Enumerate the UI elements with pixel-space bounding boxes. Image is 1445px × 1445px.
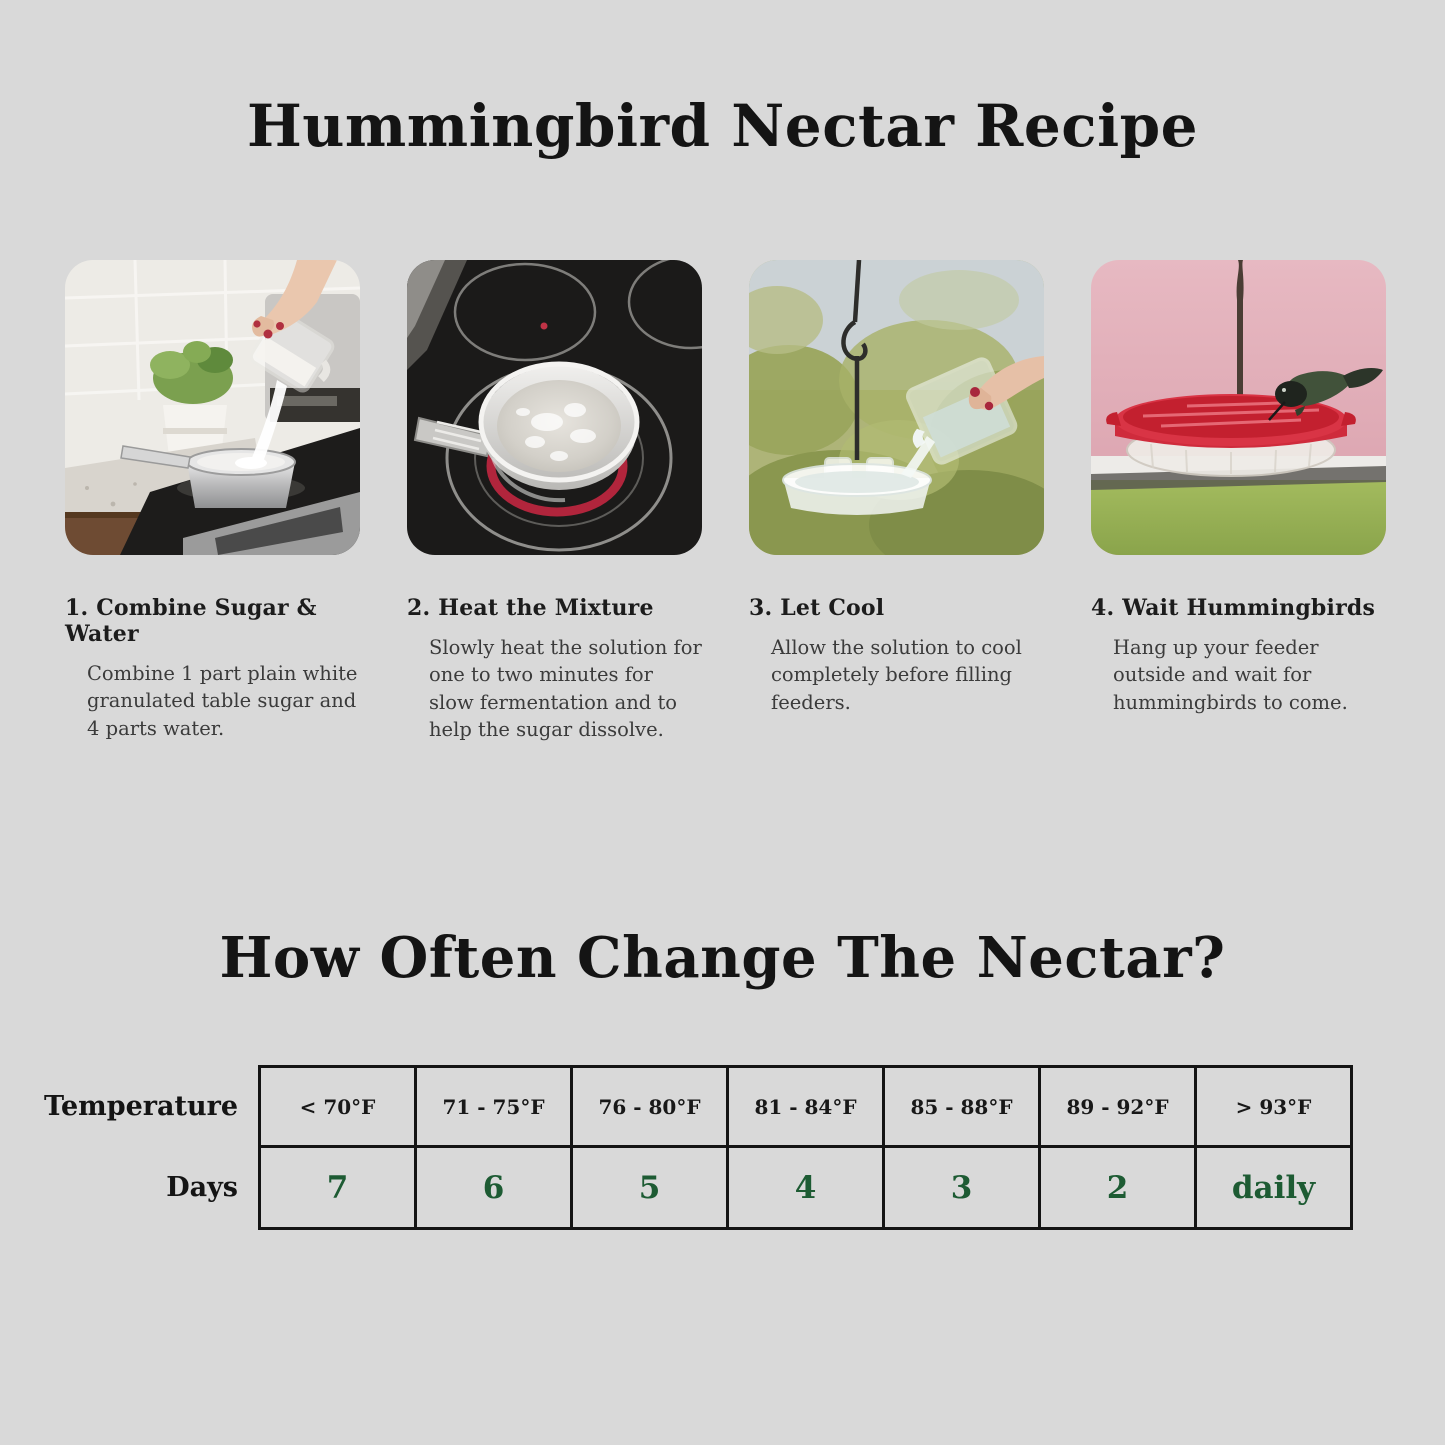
step-1-body: Combine 1 part plain white granulated table sugar and 4 parts water.	[87, 662, 358, 740]
heat-indicator-icon	[541, 323, 548, 330]
step-2-body: Slowly heat the solution for one to two minutes for slow fermentation and to help the sugar dissolve.	[429, 636, 702, 741]
temperature-cell-4: 81 - 84°F	[728, 1067, 884, 1147]
days-row	[22, 1147, 1352, 1229]
temperature-cell-1: < 70°F	[260, 1067, 416, 1147]
row-label-days: Days	[166, 1172, 238, 1204]
boiling-pot-illustration	[407, 260, 702, 555]
section-title: How Often Change The Nectar?	[219, 925, 1226, 992]
fill-feeder-illustration	[749, 260, 1044, 555]
step-3	[749, 260, 1044, 743]
step-3-heading: 3. Let Cool	[749, 595, 885, 621]
temperature-cell-2: 71 - 75°F	[416, 1067, 572, 1147]
page-title: Hummingbird Nectar Recipe	[246, 92, 1199, 160]
steps-row	[65, 260, 1385, 743]
days-cell-1: 7	[260, 1147, 416, 1229]
temperature-cell-3: 76 - 80°F	[572, 1067, 728, 1147]
boiling-pot-on-stove-photo	[407, 260, 702, 555]
hummingbird-feeder-illustration	[1091, 260, 1386, 555]
red-feeder-icon	[1106, 394, 1356, 476]
hummingbird-on-feeder-photo	[1091, 260, 1386, 555]
step-4	[1091, 260, 1386, 743]
days-cell-4: 4	[728, 1147, 884, 1229]
pour-sugar-illustration	[65, 260, 360, 555]
pour-sugar-into-saucepan-photo	[65, 260, 360, 555]
nectar-change-table	[22, 1065, 1353, 1230]
step-3-body: Allow the solution to cool completely before filling feeders.	[771, 636, 1022, 714]
step-4-heading: 4. Wait Hummingbirds	[1091, 595, 1376, 621]
step-1	[65, 260, 360, 743]
pour-water-into-feeder-photo	[749, 260, 1044, 555]
step-2	[407, 260, 702, 743]
step-1-heading: 1. Combine Sugar & Water	[65, 595, 317, 647]
temperature-cell-6: 89 - 92°F	[1040, 1067, 1196, 1147]
temperature-cell-5: 85 - 88°F	[884, 1067, 1040, 1147]
days-cell-3: 5	[572, 1147, 728, 1229]
temperature-cell-7: > 93°F	[1196, 1067, 1352, 1147]
row-label-temperature: Temperature	[43, 1091, 238, 1123]
step-4-body: Hang up your feeder outside and wait for hummingbirds to come.	[1113, 636, 1348, 714]
days-cell-2: 6	[416, 1147, 572, 1229]
step-2-heading: 2. Heat the Mixture	[407, 595, 654, 621]
days-cell-6: 2	[1040, 1147, 1196, 1229]
hanger-rod-icon	[1237, 260, 1244, 410]
days-cell-5: 3	[884, 1147, 1040, 1229]
days-cell-7: daily	[1196, 1147, 1352, 1229]
temperature-row	[22, 1067, 1352, 1147]
